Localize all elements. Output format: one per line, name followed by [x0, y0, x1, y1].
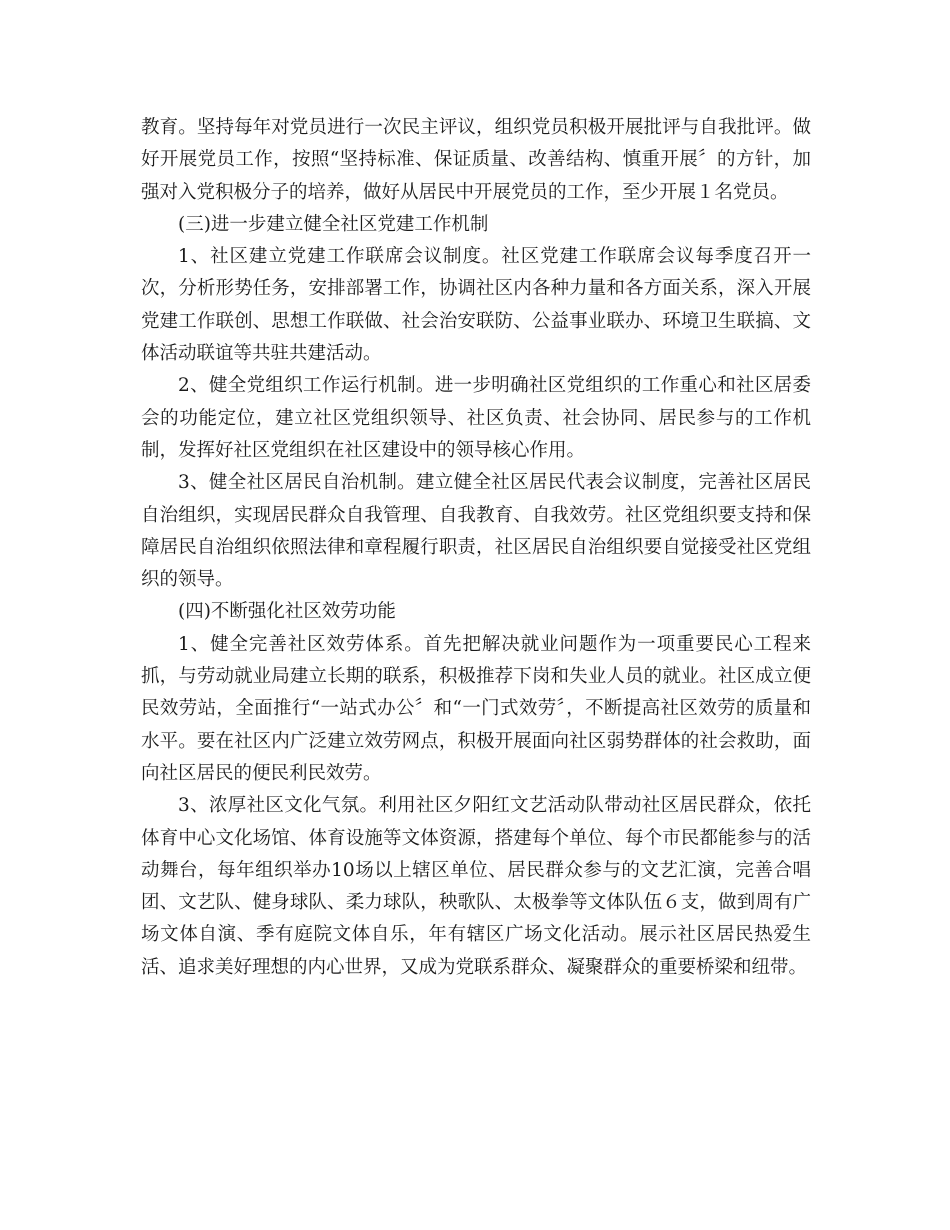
document-body: [141, 112, 811, 984]
section-heading-4: (四)不断强化社区效劳功能: [178, 601, 396, 623]
paragraph-item-3-1: 1、社区建立党建工作联席会议制度。社区党建工作联席会议每季度召开一次，分析形势任务，安排部署工作，协调社区内各种力量和各方面关系，深入开展党建工作联创、思想工作联做、社会治安联防、公益事业联办、环境卫生联搞、文体活动联谊等共驻共建活动。: [141, 246, 811, 365]
paragraph-item-4-1: 1、健全完善社区效劳体系。首先把解决就业问题作为一项重要民心工程来抓，与劳动就业局建立长期的联系，积极推荐下岗和失业人员的就业。社区成立便民效劳站，全面推行“一站式办公〞和“一门式效劳〞，不断提高社区效劳的质量和水平。要在社区内广泛建立效劳网点，积极开展面向社区弱势群体的社会救助，面向社区居民的便民利民效劳。: [141, 633, 811, 784]
section-heading-3: (三)进一步建立健全社区党建工作机制: [178, 213, 489, 235]
paragraph-continuation: 教育。坚持每年对党员进行一次民主评议，组织党员积极开展批评与自我批评。做好开展党员工作，按照“坚持标准、保证质量、改善结构、慎重开展〞的方针，加强对入党积极分子的培养，做好从居民中开展党员的工作，至少开展１名党员。: [141, 117, 811, 203]
paragraph-item-3-2: 2、健全党组织工作运行机制。进一步明确社区党组织的工作重心和社区居委会的功能定位，建立社区党组织领导、社区负责、社会协同、居民参与的工作机制，发挥好社区党组织在社区建设中的领导核心作用。: [141, 375, 811, 461]
paragraph-item-4-3: 3、浓厚社区文化气氛。利用社区夕阳红文艺活动队带动社区居民群众，依托体育中心文化场馆、体育设施等文体资源，搭建每个单位、每个市民都能参与的活动舞台，每年组织举办10场以上辖区单位、居民群众参与的文艺汇演，完善合唱团、文艺队、健身球队、柔力球队，秧歌队、太极拳等文体队伍６支，做到周有广场文体自演、季有庭院文体自乐，年有辖区广场文化活动。展示社区居民热爱生活、追求美好理想的内心世界，又成为党联系群众、凝聚群众的重要桥梁和纽带。: [141, 795, 811, 978]
paragraph-item-3-3: 3、健全社区居民自治机制。建立健全社区居民代表会议制度，完善社区居民自治组织，实现居民群众自我管理、自我教育、自我效劳。社区党组织要支持和保障居民自治组织依照法律和章程履行职责，社区居民自治组织要自觉接受社区党组织的领导。: [141, 472, 811, 591]
